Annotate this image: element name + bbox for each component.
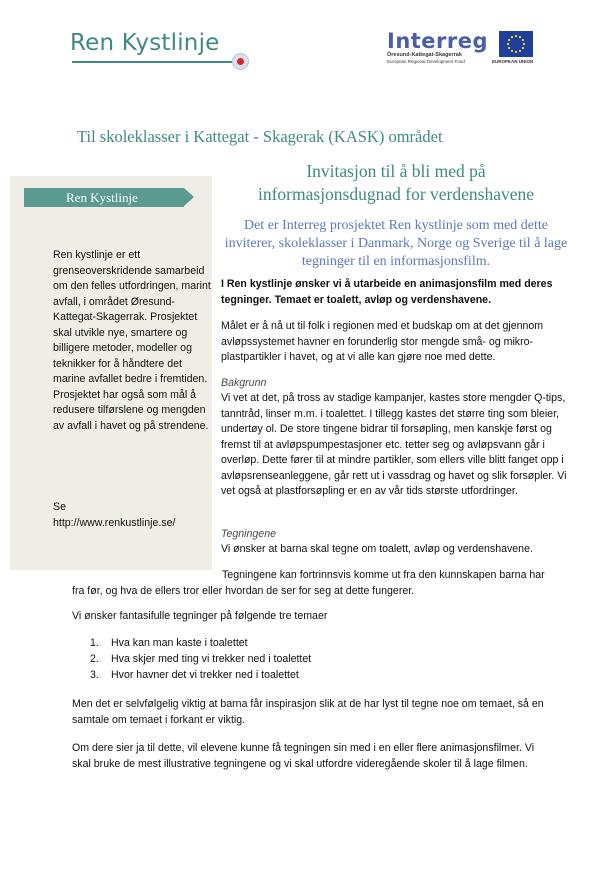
- intro-line: Til skoleklasser i Kattegat - Skagerak (KASK) området: [77, 127, 443, 146]
- list-number: 3.: [90, 669, 99, 681]
- sidebar-heading: Ren Kystlinje: [66, 190, 138, 205]
- lead-paragraph: Det er Interreg prosjektet Ren kystlinje som med dette inviterer, skoleklasser i Danmark, Norge og Sverige til å lage tegninger til en informasjonsfilm.: [224, 218, 568, 269]
- page-title: [226, 160, 566, 206]
- eu-star-icon: [523, 43, 525, 45]
- tegningene-paragraph: Vi ønsker at barna skal tegne om toalett, avløp og verdenshavene.: [221, 543, 533, 555]
- list-text: Hva kan man kaste i toalettet: [111, 637, 248, 649]
- list-text: Hvor havner det vi trekker ned i toalettet: [111, 669, 299, 681]
- eu-star-icon: [511, 50, 513, 52]
- eu-label: EUROPEAN UNION: [492, 59, 534, 64]
- bakgrunn-paragraph: Vi vet at det, på tross av stadige kampanjer, kastes store mengder Q-tips, tanntråd, linser m.m. i toalettet. I tillegg kastes det større ting som bleier, undertøy ol. De store tingene bidrar til forsøpling, men kanskje først og fremst til at avløpspumpestasjoner etc. tetter seg og avløpsvann går i overløp. Dette fører til at mindre partikler, som ellers ville blitt fanget opp i avløpsrenseanleggene, går rett ut i vassdrag og havet og slik forsøpler. Vi vet også at plastforsøpling er en av vår tids største utfordringer.: [221, 392, 567, 497]
- themes-intro: Vi ønsker fantasifulle tegninger på følgende tre temaer: [72, 610, 328, 622]
- knowledge-line-1: Tegningene kan fortrinnsvis komme ut fra den kunnskapen barna har: [222, 569, 545, 581]
- inspire-paragraph: Men det er selvfølgelig viktig at barna får inspirasjon slik at de har lyst til tegne noe om temaet, så en samtale om temaet i forkant er viktig.: [72, 698, 544, 726]
- list-item: [90, 652, 550, 668]
- goal-paragraph: Målet er å nå ut til folk i regionen med et budskap om at det gjennom avløpssystemet havner en forunderlig stor mengde små- og mikro-plastpartikler i havet, og at vi alle kan gjøre noe med dette.: [221, 320, 544, 363]
- sidebar-paragraph: Ren kystlinje er ett grenseoverskridende samarbeid om den felles utfordringen, marint avfall, i området Øresund-Kattegat-Skagerrak. Prosjektet skal utvikle nye, smartere og billigere metoder, modeller og teknikker for å håndtere det marine avfallet bedre i fremtiden. Prosjektet har også som mål å redusere tilførslene og mengden av avfall i havet og på strendene.: [53, 249, 211, 432]
- sidebar: [10, 176, 212, 570]
- tegningene-heading: Tegningene: [221, 528, 276, 540]
- eu-star-icon: [515, 51, 517, 53]
- list-item: [90, 636, 550, 652]
- sidebar-url-link[interactable]: http://www.renkustlinje.se/: [53, 516, 176, 529]
- interreg-region: Öresund-Kattegat-Skagerrak: [387, 52, 462, 58]
- sidebar-body: [53, 248, 213, 450]
- eu-star-icon: [508, 39, 510, 41]
- interreg-fund: European Regional Development Fund: [387, 59, 465, 64]
- bold-intro: I Ren kystlinje ønsker vi å utarbeide en animasjonsfilm med deres tegninger. Temaet er toalett, avløp og verdenshavene.: [221, 278, 553, 306]
- film-paragraph: Om dere sier ja til dette, vil elevene kunne få tegningen sin med i en eller flere animasjonsfilmer. Vi skal bruke de mest illustrative tegningene og vi skal utfordre videregående skoler til å lage filmen.: [72, 742, 535, 770]
- ren-kystlinje-logo: [70, 30, 250, 70]
- sidebar-see-label: Se: [53, 501, 66, 513]
- eu-star-icon: [511, 36, 513, 38]
- eu-star-icon: [515, 35, 517, 37]
- title-line-2: informasjonsdugnad for verdenshavene: [257, 184, 535, 204]
- eu-star-icon: [507, 43, 509, 45]
- eu-star-icon: [508, 47, 510, 49]
- eu-star-icon: [522, 47, 524, 49]
- logo-underline: [72, 61, 232, 63]
- list-item: [90, 668, 550, 684]
- themes-list: [90, 636, 550, 684]
- knowledge-paragraph: [72, 568, 552, 599]
- eu-star-icon: [519, 50, 521, 52]
- logo-dot-icon: [232, 53, 249, 70]
- list-text: Hva skjer med ting vi trekker ned i toalettet: [111, 653, 312, 665]
- sidebar-link-block: [53, 500, 213, 531]
- list-number: 2.: [90, 653, 99, 665]
- knowledge-line-2: fra før, og hva de ellers tror eller hvordan de ser for seg at dette fungerer.: [72, 584, 415, 597]
- eu-star-icon: [519, 36, 521, 38]
- eu-flag-icon: [499, 31, 533, 57]
- interreg-wordmark: Interreg: [387, 29, 489, 53]
- title-line-1: Invitasjon til å bli med på: [306, 161, 486, 181]
- list-number: 1.: [90, 637, 99, 649]
- eu-star-icon: [522, 39, 524, 41]
- logo-text: Ren Kystlinje: [70, 30, 220, 56]
- bakgrunn-heading: Bakgrunn: [221, 377, 267, 389]
- sidebar-heading-tab: [24, 188, 184, 207]
